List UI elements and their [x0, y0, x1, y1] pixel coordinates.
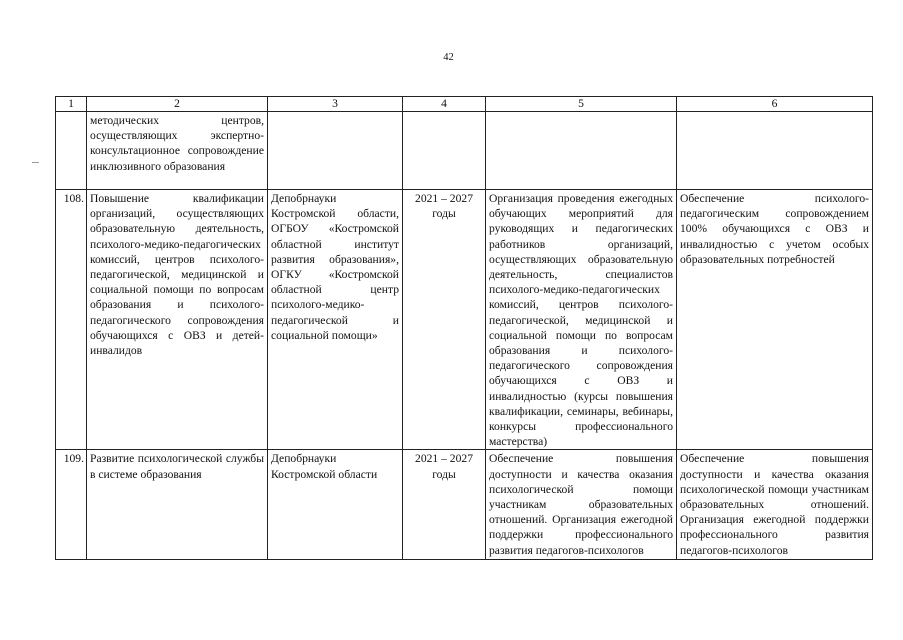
- plan-table: [55, 96, 873, 560]
- result-text: Обеспечение повышения доступности и качества оказания психологической помощи участникам образовательных отношений. Организация ежегодной поддержки профессионального развития педагогов-психологов: [680, 452, 869, 557]
- row-number: [56, 112, 87, 190]
- column-header: 5: [486, 97, 677, 112]
- table-row: [56, 190, 873, 450]
- content-cell: [486, 112, 677, 190]
- executor-cell: Депобрнауки Костромской области, ОГБОУ «Костромской областной институт развития образования», ОГКУ «Костромской областной центр психолого-медико-педагогической и социальной помощи»: [268, 190, 403, 450]
- table-header-row: [56, 97, 873, 112]
- executor-cell: Депобрнауки Костромской области: [268, 450, 403, 560]
- margin-mark: [32, 162, 39, 163]
- executor-cell: [268, 112, 403, 190]
- table-row: [56, 450, 873, 560]
- row-number: 108.: [56, 190, 87, 450]
- period-cell: 2021 – 2027 годы: [403, 450, 486, 560]
- column-header: 1: [56, 97, 87, 112]
- row-number: 109.: [56, 450, 87, 560]
- activity-cell: Повышение квалификации организаций, осуществляющих образовательную деятельность, психолого-медико-педагогических комиссий, центров психолого-педагогической, медицинской и социальной помощи по вопросам образования и психолого-педагогического сопровождения обучающихся с ОВЗ и детей-инвалидов: [87, 190, 268, 450]
- activity-cell: Развитие психологической службы в системе образования: [87, 450, 268, 560]
- content-cell: [486, 450, 677, 560]
- content-cell: Организация проведения ежегодных обучающих мероприятий для руководящих и педагогических работников организаций, осуществляющих образовательную деятельность, специалистов психолого-медико-педагогических комиссий, центров психолого-педагогической, медицинской и социальной помощи по вопросам образования и психолого-педагогического сопровождения обучающихся с ОВЗ и инвалидностью (курсы повышения квалификации, семинары, вебинары, конкурсы профессионального мастерства): [486, 190, 677, 450]
- activity-cell: методических центров, осуществляющих экспертно-консультационное сопровождение инклюзивного образования: [87, 112, 268, 190]
- column-header: 2: [87, 97, 268, 112]
- table-row: [56, 112, 873, 190]
- column-header: 4: [403, 97, 486, 112]
- result-cell: [677, 450, 873, 560]
- content-text: Обеспечение повышения доступности и качества оказания психологической помощи участникам образовательных отношений. Организация ежегодной поддержки профессионального развития педагогов-психологов: [489, 452, 673, 557]
- result-cell: Обеспечение психолого-педагогическим сопровождением 100% обучающихся с ОВЗ и инвалидностью с учетом особых образовательных потребностей: [677, 190, 873, 450]
- result-cell: [677, 112, 873, 190]
- column-header: 3: [268, 97, 403, 112]
- column-header: 6: [677, 97, 873, 112]
- page-number: 42: [443, 52, 454, 63]
- period-cell: 2021 – 2027 годы: [403, 190, 486, 450]
- period-cell: [403, 112, 486, 190]
